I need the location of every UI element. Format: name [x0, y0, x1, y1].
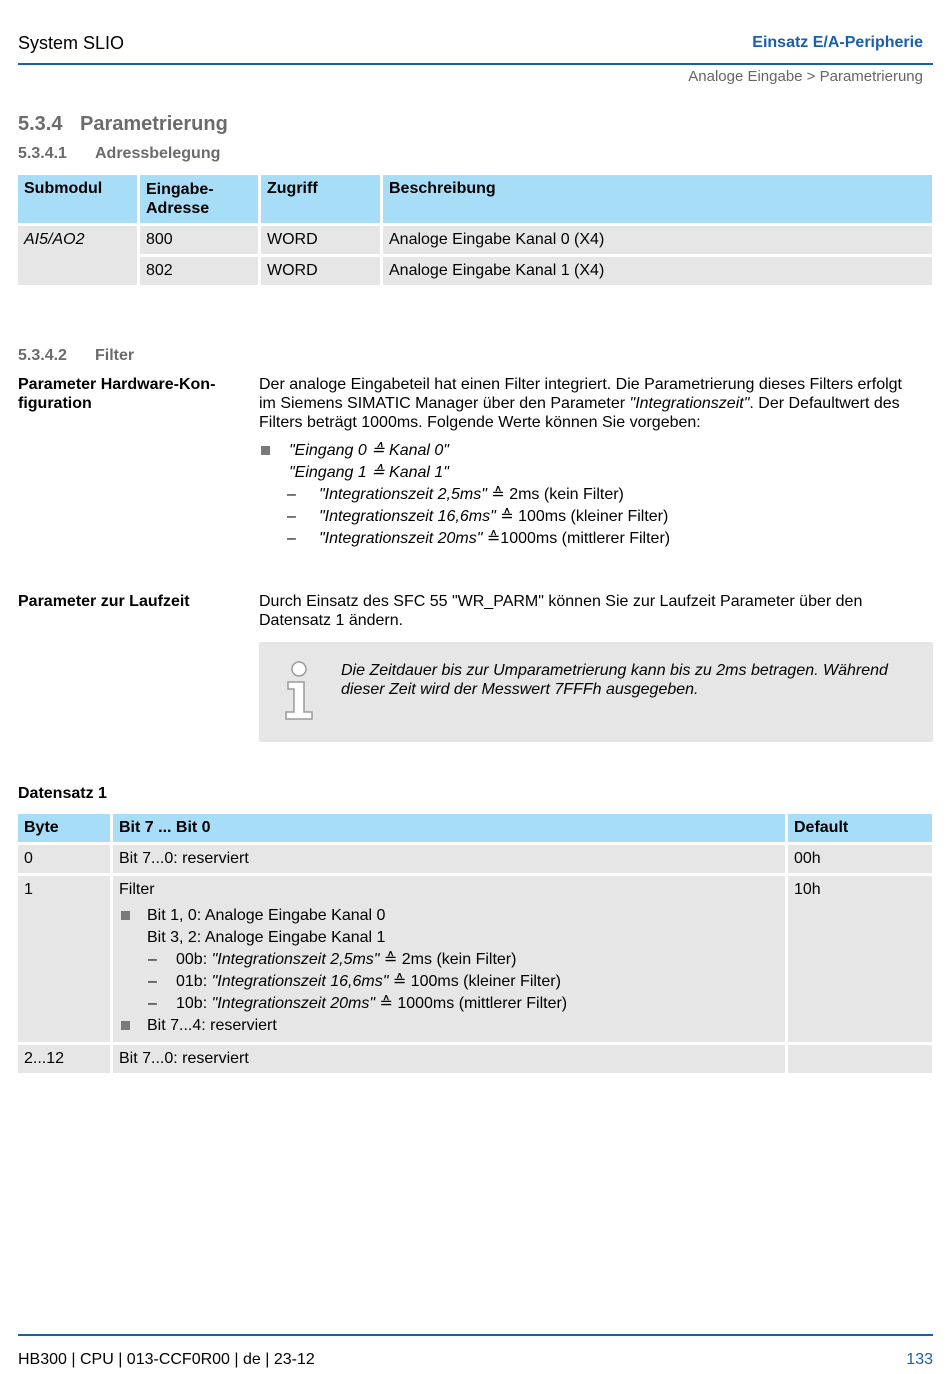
section-number: 5.3.4 [18, 113, 63, 135]
list-item-param: "Integrationszeit 2,5ms" [319, 486, 487, 503]
header-divider [18, 63, 933, 65]
default-cell: 10h [788, 876, 932, 1042]
list-item [119, 993, 779, 1015]
list-item [259, 440, 910, 484]
subsection-title: Adressbelegung [95, 145, 221, 162]
list-item [119, 971, 779, 993]
hwconfig-label: Parameter Hardware-Kon- figuration [18, 376, 216, 412]
section-title: Parametrierung [80, 113, 228, 135]
footer-document-id: HB300 | CPU | 013-CCF0R00 | de | 23-12 [18, 1351, 315, 1368]
list-item-prefix: 00b: [176, 951, 212, 968]
hwconfig-text [259, 375, 910, 432]
list-item [119, 949, 779, 971]
table-header-byte: Byte [18, 814, 110, 842]
access-cell: WORD [261, 226, 380, 254]
table-row [18, 845, 932, 873]
description-cell: Analoge Eingabe Kanal 1 (X4) [383, 257, 932, 285]
header-product: System SLIO [18, 33, 125, 53]
page-number: 133 [906, 1351, 933, 1368]
filter-bits-list [119, 905, 779, 1037]
info-icon [283, 660, 317, 722]
list-item-text: ≙ 2ms (kein Filter) [486, 486, 624, 503]
default-cell: 00h [788, 845, 932, 873]
table-header-beschreibung: Beschreibung [383, 175, 932, 223]
access-cell: WORD [261, 257, 380, 285]
submodul-cell: AI5/AO2 [18, 226, 137, 285]
list-item-param: "Integrationszeit 16,6ms" [211, 973, 389, 990]
list-item-prefix: 10b: [176, 995, 212, 1012]
list-item-text: Bit 3, 2: Analoge Eingabe Kanal 1 [147, 929, 386, 946]
list-item-text: "Eingang 0 ≙ Kanal 0" [289, 442, 449, 459]
filter-options-list [259, 440, 910, 550]
table-header-eingabe-adresse [140, 175, 258, 223]
address-cell: 802 [140, 257, 258, 285]
footer-divider [18, 1334, 933, 1336]
header-chapter: Einsatz E/A-Peripherie [752, 34, 923, 51]
list-item [119, 905, 779, 949]
table-row [18, 1045, 932, 1073]
byte-cell: 0 [18, 845, 110, 873]
table-header-bits: Bit 7 ... Bit 0 [113, 814, 785, 842]
list-item-param: "Integrationszeit 16,6ms" [319, 508, 496, 525]
runtime-label: Parameter zur Laufzeit [18, 593, 190, 610]
list-item-param: "Integrationszeit 20ms" [319, 530, 483, 547]
datensatz-table [15, 811, 935, 1076]
bits-cell: Bit 7...0: reserviert [113, 845, 785, 873]
default-cell [788, 1045, 932, 1073]
info-note [259, 642, 933, 742]
table-row [18, 257, 932, 285]
list-item-text: ≙ 100ms (kleiner Filter) [388, 973, 561, 990]
runtime-text: Durch Einsatz des SFC 55 "WR_PARM" können Sie zur Laufzeit Parameter über den Datensatz 1 ändern. [259, 593, 863, 629]
table-header-submodul: Submodul [18, 175, 137, 223]
list-item-text: Bit 1, 0: Analoge Eingabe Kanal 0 [147, 907, 386, 924]
subsection-title: Filter [95, 347, 135, 364]
list-item-prefix: 01b: [176, 973, 212, 990]
byte-cell: 2...12 [18, 1045, 110, 1073]
address-cell: 800 [140, 226, 258, 254]
list-item-text: ≙ 1000ms (mittlerer Filter) [375, 995, 568, 1012]
list-item [259, 506, 910, 528]
list-item-text: ≙ 100ms (kleiner Filter) [495, 508, 669, 525]
subsection-heading-filter [18, 347, 134, 365]
list-item [259, 528, 910, 550]
breadcrumb: Analoge Eingabe > Parametrierung [688, 68, 923, 85]
byte-cell: 1 [18, 876, 110, 1042]
list-item-text: ≙ 2ms (kein Filter) [379, 951, 517, 968]
bits-cell-title: Filter [119, 881, 155, 898]
hwconfig-param-name: "Integrationszeit" [629, 395, 750, 412]
list-item [119, 1015, 779, 1037]
table-row [18, 226, 932, 254]
address-table [15, 172, 935, 288]
list-item-text: ≙1000ms (mittlerer Filter) [482, 530, 671, 547]
note-text: Die Zeitdauer bis zur Umparametrierung kann bis zu 2ms betragen. Während dieser Zeit wird der Messwert 7FFFh ausgegeben. [341, 662, 888, 698]
subsection-number: 5.3.4.2 [18, 347, 67, 364]
datensatz-title: Datensatz 1 [18, 785, 107, 802]
bits-cell: Bit 7...0: reserviert [113, 1045, 785, 1073]
table-header-default: Default [788, 814, 932, 842]
table-header-zugriff: Zugriff [261, 175, 380, 223]
list-item-text: "Eingang 1 ≙ Kanal 1" [289, 464, 449, 481]
subsection-number: 5.3.4.1 [18, 145, 67, 162]
list-item [259, 484, 910, 506]
list-item-text: Bit 7...4: reserviert [147, 1017, 277, 1034]
table-header-text: Eingabe- Adresse [146, 181, 214, 217]
description-cell: Analoge Eingabe Kanal 0 (X4) [383, 226, 932, 254]
hwconfig-text-b: . Der Defaultwert des Filters beträgt 1000ms. Folgende Werte können Sie vorgeben: [259, 395, 900, 431]
list-item-param: "Integrationszeit 20ms" [211, 995, 376, 1012]
list-item-param: "Integrationszeit 2,5ms" [211, 951, 380, 968]
section-heading [18, 113, 228, 136]
table-row [18, 876, 932, 1042]
bits-cell [113, 876, 785, 1042]
subsection-heading-adressbelegung [18, 145, 220, 163]
hwconfig-text-a: Der analoge Eingabeteil hat einen Filter integriert. Die Parametrierung dieses Filters erfolgt im Siemens SIMATIC Manager über den Parameter [259, 376, 902, 412]
